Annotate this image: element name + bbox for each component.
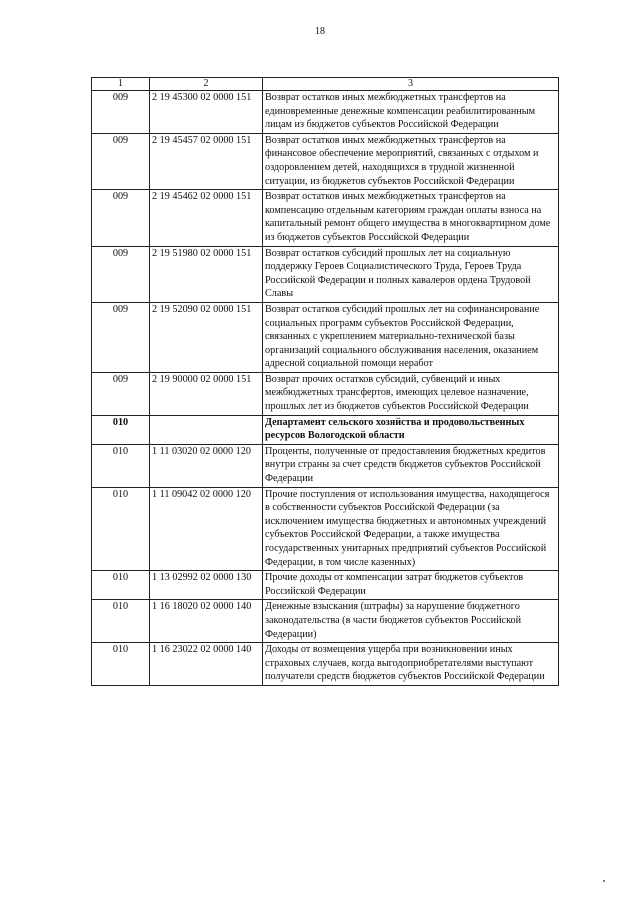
budget-code-cell: 2 19 45457 02 0000 151 (150, 133, 263, 189)
income-name-cell: Возврат остатков субсидий прошлых лет на софинансирование социальных программ субъектов Российской Федерации, связанных с укреплением материально-технической базы организаций социального обслуживания населения, оказанием адресной социальной помощи неработ (263, 302, 559, 372)
admin-code-cell: 010 (92, 444, 150, 487)
budget-code-cell: 1 16 23022 02 0000 140 (150, 643, 263, 686)
table-row (92, 372, 559, 415)
page-number: 18 (315, 26, 325, 37)
budget-code-cell: 2 19 45462 02 0000 151 (150, 190, 263, 246)
budget-code-cell: 2 19 52090 02 0000 151 (150, 302, 263, 372)
admin-code-cell: 010 (92, 487, 150, 571)
budget-code-cell: 1 13 02992 02 0000 130 (150, 571, 263, 600)
budget-code-cell: 1 16 18020 02 0000 140 (150, 600, 263, 643)
table-row (92, 487, 559, 571)
table-row (92, 246, 559, 302)
budget-code-cell: 2 19 51980 02 0000 151 (150, 246, 263, 302)
income-name-cell: Департамент сельского хозяйства и продовольственных ресурсов Вологодской области (263, 415, 559, 444)
admin-code-cell: 010 (92, 600, 150, 643)
admin-code-cell: 009 (92, 246, 150, 302)
admin-code-cell: 009 (92, 302, 150, 372)
income-name-cell: Возврат остатков иных межбюджетных трансфертов на единовременные денежные компенсации реабилитированным лицам из бюджетов субъектов Российской Федерации (263, 91, 559, 134)
column-header-admin: 1 (92, 78, 150, 91)
income-name-cell: Возврат прочих остатков субсидий, субвенций и иных межбюджетных трансфертов, имеющих целевое назначение, прошлых лет из бюджетов субъектов Российской Федерации (263, 372, 559, 415)
admin-code-cell: 009 (92, 91, 150, 134)
table-header-row (92, 78, 559, 91)
table-row (92, 190, 559, 246)
budget-code-cell: 2 19 45300 02 0000 151 (150, 91, 263, 134)
table-row (92, 643, 559, 686)
column-header-code: 2 (150, 78, 263, 91)
budget-classification-table (91, 77, 559, 686)
income-name-cell: Денежные взыскания (штрафы) за нарушение бюджетного законодательства (в части бюджетов субъектов Российской Федерации) (263, 600, 559, 643)
budget-code-cell: 2 19 90000 02 0000 151 (150, 372, 263, 415)
admin-code-cell: 010 (92, 643, 150, 686)
column-header-name: 3 (263, 78, 559, 91)
income-name-cell: Прочие доходы от компенсации затрат бюджетов субъектов Российской Федерации (263, 571, 559, 600)
budget-code-cell (150, 415, 263, 444)
admin-code-cell: 009 (92, 190, 150, 246)
income-name-cell: Возврат остатков иных межбюджетных трансфертов на финансовое обеспечение мероприятий, связанных с отдыхом и оздоровлением детей, находящихся в трудной жизненной ситуации, из бюджетов субъектов Российской Федерации (263, 133, 559, 189)
admin-code-cell: 010 (92, 571, 150, 600)
table-row (92, 571, 559, 600)
income-name-cell: Доходы от возмещения ущерба при возникновении иных страховых случаев, когда выгодоприобретателями выступают получатели средств бюджетов субъектов Российской Федерации (263, 643, 559, 686)
budget-code-cell: 1 11 09042 02 0000 120 (150, 487, 263, 571)
admin-code-cell: 009 (92, 372, 150, 415)
admin-code-cell: 009 (92, 133, 150, 189)
table-row (92, 600, 559, 643)
table-row (92, 133, 559, 189)
budget-code-cell: 1 11 03020 02 0000 120 (150, 444, 263, 487)
income-name-cell: Прочие поступления от использования имущества, находящегося в собственности субъектов Российской Федерации (за исключением имущества бюджетных и автономных учреждений субъектов Российской Федерации, а также имущества государственных унитарных предприятий субъектов Российской Федерации, в том числе казенных) (263, 487, 559, 571)
table-row (92, 444, 559, 487)
table-row (92, 415, 559, 444)
table-row (92, 91, 559, 134)
scan-mark (603, 880, 605, 882)
admin-code-cell: 010 (92, 415, 150, 444)
income-name-cell: Проценты, полученные от предоставления бюджетных кредитов внутри страны за счет средств бюджетов субъектов Российской Федерации (263, 444, 559, 487)
table-row (92, 302, 559, 372)
income-name-cell: Возврат остатков субсидий прошлых лет на социальную поддержку Героев Социалистического Труда, Героев Труда Российской Федерации и полных кавалеров ордена Трудовой Славы (263, 246, 559, 302)
income-name-cell: Возврат остатков иных межбюджетных трансфертов на компенсацию отдельным категориям граждан оплаты взноса на капитальный ремонт общего имущества в многоквартирном доме из бюджетов субъектов Российской Федерации (263, 190, 559, 246)
